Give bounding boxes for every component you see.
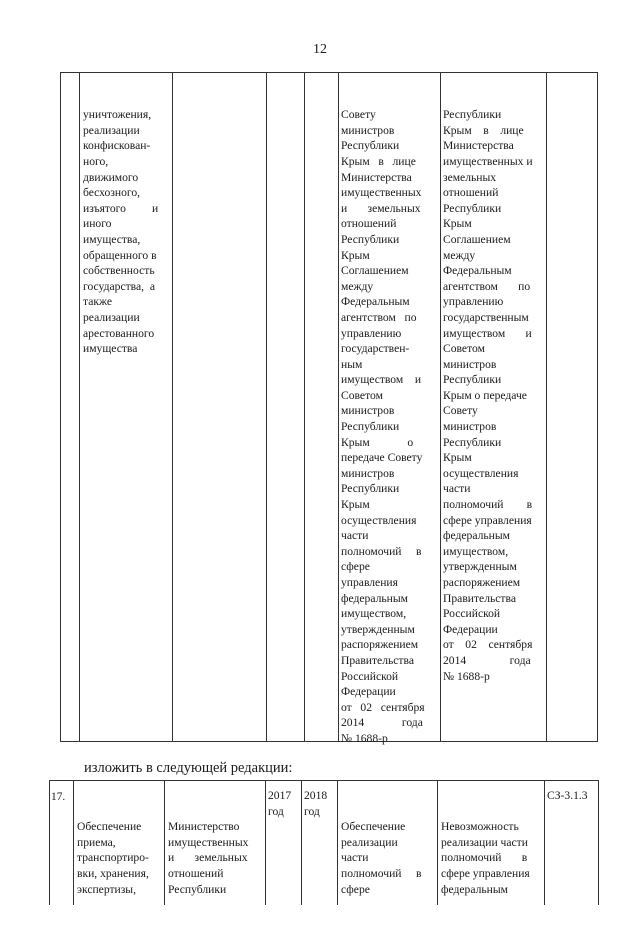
cell-text-line: Крым в лице: [443, 123, 524, 137]
cell-text-line: имущества: [83, 342, 138, 356]
cell-text-line: государства, а: [83, 279, 155, 293]
result-cell: [341, 76, 439, 745]
table-col-border: [172, 72, 173, 742]
cell-text-line: имущественных: [341, 186, 422, 200]
cell-text-line: распоряжением: [443, 576, 521, 589]
cell-text-line: Республики: [341, 482, 400, 496]
cell-text-line: Обеспечение: [77, 820, 142, 834]
table-top-border: [49, 780, 599, 781]
cell-text-line: министров: [341, 123, 395, 137]
table-col-border: [440, 72, 441, 742]
cell-text-line: имуществом,: [443, 544, 509, 558]
cell-text-line: Крым: [341, 248, 370, 262]
cell-text-line: распоряжением: [341, 638, 419, 652]
cell-text-line: части: [341, 851, 369, 865]
cell-text-line: Крым о передаче: [443, 388, 527, 402]
cell-text-line: сфере управления: [441, 866, 530, 880]
result-cell: [341, 788, 436, 896]
cell-text-line: имуществом и: [443, 326, 532, 340]
cell-text-line: и земельных: [341, 201, 421, 215]
end-year-cell: 2018 год: [304, 789, 328, 818]
cell-text-line: полномочий в: [341, 544, 422, 558]
cell-text-line: Федеральным: [443, 264, 512, 278]
cell-text-line: отношений: [168, 866, 224, 880]
cell-text-line: между: [443, 248, 476, 262]
cell-text-line: вки, хранения,: [77, 866, 149, 880]
cell-text-line: также: [83, 295, 112, 309]
cell-text-line: и земельных: [168, 851, 248, 865]
cell-text-line: Крым: [443, 451, 472, 465]
table-col-border: [49, 780, 50, 905]
measure-description-cell: [77, 788, 163, 896]
table-col-border: [60, 72, 61, 742]
table-col-border: [301, 780, 302, 905]
cell-text-line: Советом: [443, 342, 485, 356]
cell-text-line: № 1688-р: [443, 669, 490, 683]
cell-text-line: уничтожения,: [83, 108, 152, 122]
cell-text-line: движимого: [83, 170, 139, 184]
table-col-border: [79, 72, 80, 742]
cell-text-line: отношений: [443, 186, 499, 200]
cell-text-line: имуществом,: [341, 607, 407, 621]
measure-description-cell: [83, 76, 171, 736]
cell-text-line: Министерства: [341, 170, 412, 184]
cell-text-line: Правительства: [341, 653, 414, 667]
cell-text-line: государствен-: [341, 342, 410, 356]
cell-text-line: Крым: [443, 217, 472, 231]
table-col-border: [437, 780, 438, 905]
table-col-border: [544, 780, 545, 905]
cell-text-line: части: [341, 529, 369, 543]
cell-text-line: Республики: [443, 435, 502, 449]
table-col-border: [337, 780, 338, 905]
cell-text-line: полномочий в: [341, 866, 422, 880]
cell-text-line: Республики: [443, 373, 502, 387]
cell-text-line: иного: [83, 217, 112, 231]
cell-text-line: управлению: [443, 295, 504, 309]
cell-text-line: Крым: [341, 498, 370, 512]
cell-text-line: 2014 года: [341, 716, 423, 730]
table-col-border: [304, 72, 305, 742]
cell-text-line: Республики: [341, 139, 400, 153]
cell-text-line: арестованного: [83, 326, 155, 340]
cell-text-line: между: [341, 279, 374, 293]
cell-text-line: транспортиро-: [77, 851, 149, 865]
cell-text-line: ным: [341, 357, 363, 371]
cell-text-line: реализации: [83, 310, 140, 324]
redaction-instruction: изложить в следующей редакции:: [84, 760, 293, 776]
cell-text-line: министров: [443, 357, 497, 371]
row-number-cell: 17.: [51, 791, 66, 803]
cell-text-line: Правительства: [443, 591, 516, 605]
indicator-link-cell: СЗ-3.1.3: [547, 789, 588, 802]
cell-text-line: приема,: [77, 835, 116, 849]
cell-text-line: Российской: [443, 607, 501, 621]
cell-text-line: Республики: [443, 201, 502, 215]
cell-text-line: реализации части: [441, 835, 528, 849]
cell-text-line: агентством по: [341, 310, 417, 324]
cell-text-line: министров: [443, 420, 497, 434]
start-year-cell: 2017 год: [268, 789, 292, 818]
cell-text-line: Совету: [443, 404, 478, 418]
table-col-border: [338, 72, 339, 742]
table-col-border: [597, 72, 598, 742]
cell-text-line: министров: [341, 466, 395, 480]
cell-text-line: агентством по: [443, 279, 531, 293]
consequence-cell: [441, 788, 543, 896]
cell-text-line: ного,: [83, 154, 109, 168]
table-col-border: [73, 780, 74, 905]
cell-text-line: собственность: [83, 264, 155, 278]
cell-text-line: государственным: [443, 310, 529, 324]
cell-text-line: Республики: [168, 882, 227, 896]
cell-text-line: изъятого и: [83, 201, 159, 215]
cell-text-line: имущественных и: [443, 154, 533, 168]
cell-text-line: от 02 сентября: [443, 638, 533, 652]
cell-text-line: 2014 года: [443, 653, 531, 667]
cell-text-line: сфере: [341, 882, 370, 896]
consequence-cell: [443, 76, 544, 736]
cell-text-line: Федеральным: [341, 295, 410, 309]
cell-text-line: федеральным: [341, 591, 408, 605]
cell-text-line: Федерации: [341, 685, 396, 699]
cell-text-line: бесхозного,: [83, 186, 141, 200]
cell-text-line: Крым в лице: [341, 154, 416, 168]
cell-text-line: Невозможность: [441, 820, 519, 834]
table-col-border: [598, 780, 599, 905]
cell-text-line: земельных: [443, 170, 497, 184]
cell-text-line: осуществления: [443, 466, 519, 480]
cell-text-line: управлению: [341, 326, 402, 340]
table-col-border: [546, 72, 547, 742]
cell-text-line: отношений: [341, 217, 397, 231]
table-col-border: [266, 72, 267, 742]
cell-text-line: Крым о: [341, 435, 414, 449]
cell-text-line: Министерства: [443, 139, 514, 153]
cell-text-line: федеральным: [441, 882, 508, 896]
cell-text-line: полномочий в: [443, 498, 533, 512]
cell-text-line: реализации: [341, 835, 398, 849]
cell-text-line: управления: [341, 576, 398, 589]
cell-text-line: Федерации: [443, 622, 498, 636]
table-bottom-border: [60, 741, 598, 742]
cell-text-line: имуществом и: [341, 373, 422, 387]
cell-text-line: Обеспечение: [341, 820, 406, 834]
table-col-border: [265, 780, 266, 905]
cell-text-line: обращенного в: [83, 248, 157, 262]
cell-text-line: реализации: [83, 123, 140, 137]
cell-text-line: министров: [341, 404, 395, 418]
cell-text-line: конфискован-: [83, 139, 151, 153]
cell-text-line: Советом: [341, 388, 383, 402]
cell-text-line: федеральным: [443, 529, 510, 543]
cell-text-line: экспертизы,: [77, 882, 136, 896]
cell-text-line: Республики: [341, 232, 400, 246]
cell-text-line: сфере: [341, 560, 370, 574]
cell-text-line: полномочий в: [441, 851, 528, 865]
cell-text-line: утвержденным: [341, 622, 415, 636]
cell-text-line: сфере управления: [443, 513, 532, 527]
cell-text-line: утвержденным: [443, 560, 517, 574]
table-top-border: [60, 72, 598, 73]
cell-text-line: осуществления: [341, 513, 417, 527]
cell-text-line: Российской: [341, 669, 399, 683]
cell-text-line: Республики: [443, 108, 502, 122]
cell-text-line: от 02 сентября: [341, 700, 425, 714]
cell-text-line: № 1688-р: [341, 731, 388, 745]
cell-text-line: Республики: [341, 420, 400, 434]
cell-text-line: имущества,: [83, 232, 141, 246]
table-col-border: [164, 780, 165, 905]
cell-text-line: части: [443, 482, 471, 496]
cell-text-line: Соглашением: [341, 264, 409, 278]
responsible-executor-cell: [168, 788, 264, 896]
page-number: 12: [313, 42, 327, 57]
cell-text-line: Министерство: [168, 820, 240, 834]
cell-text-line: Соглашением: [443, 232, 511, 246]
cell-text-line: Совету: [341, 108, 376, 122]
cell-text-line: имущественных: [168, 835, 249, 849]
cell-text-line: передаче Совету: [341, 451, 423, 465]
